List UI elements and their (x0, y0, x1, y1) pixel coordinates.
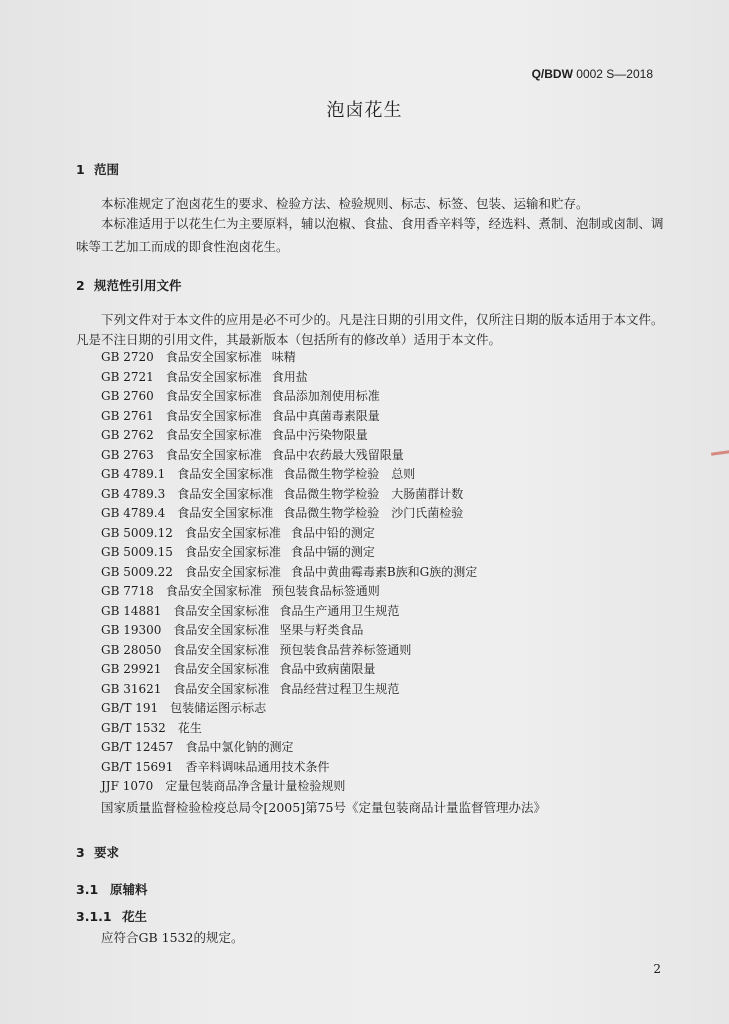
reference-subtitle: 食品中农药最大残留限量 (271, 447, 404, 462)
reference-code: GB 4789.3 (101, 486, 166, 501)
reference-subtitle: 预包装食品营养标签通则 (279, 642, 412, 657)
reference-title: 食品安全国家标准 (173, 623, 270, 637)
decree-reference: 国家质量监督检验检疫总局令[2005]第75号《定量包装商品计量监督管理办法》 (101, 800, 546, 815)
reference-subtitle: 食品中黄曲霉毒素B族和G族的测定 (290, 564, 478, 579)
reference-subtitle: 味精 (271, 350, 296, 364)
section-3-1-1-heading: 3.1.1 花生 (76, 909, 148, 924)
reference-item (101, 699, 477, 719)
reference-subtitle: 食品经营过程卫生规范 (279, 681, 400, 696)
reference-title: 食品安全国家标准 (165, 447, 262, 462)
peanut-requirement: 应符合GB 1532的规定。 (101, 930, 244, 945)
reference-subtitle: 食品中铅的测定 (290, 525, 375, 540)
section-3-1-heading: 3.1 原辅料 (76, 882, 148, 897)
reference-subtitle: 食品中污染物限量 (271, 428, 368, 442)
reference-title: 食品安全国家标准 (184, 564, 281, 579)
reference-title: 食品安全国家标准 (177, 506, 274, 520)
reference-code: GB 2762 (101, 428, 154, 442)
reference-subtitle: 食品中镉的测定 (290, 545, 375, 559)
reference-item (101, 563, 477, 583)
reference-item (101, 582, 477, 602)
reference-title: 食品安全国家标准 (165, 408, 262, 423)
reference-title: 食品安全国家标准 (184, 525, 281, 540)
reference-code: GB/T 15691 (101, 759, 174, 774)
reference-code: GB 28050 (101, 642, 162, 657)
reference-code: GB 5009.22 (101, 564, 173, 579)
reference-code: GB 29921 (101, 662, 162, 676)
reference-title: 食品安全国家标准 (165, 428, 262, 442)
section-3-heading: 3 要求 (76, 845, 120, 860)
reference-subtitle: 食品生产通用卫生规范 (279, 603, 400, 618)
reference-title: 食品安全国家标准 (165, 350, 262, 364)
reference-code: GB 4789.4 (101, 506, 166, 520)
reference-title: 食品安全国家标准 (173, 642, 270, 657)
reference-item (101, 602, 477, 622)
scope-paragraph-1: 本标准规定了泡卤花生的要求、检验方法、检验规则、标志、标签、包装、运输和贮存。 (101, 196, 589, 211)
reference-code: GB 7718 (101, 584, 154, 598)
reference-code: GB/T 191 (101, 701, 159, 715)
reference-title: 食品安全国家标准 (173, 681, 270, 696)
reference-title: 包装储运图示标志 (170, 701, 267, 715)
reference-code: GB 14881 (101, 603, 162, 618)
reference-subtitle: 食品添加剂使用标准 (271, 389, 380, 403)
reference-list (101, 348, 477, 797)
reference-title: 香辛料调味品通用技术条件 (185, 759, 330, 774)
reference-item (101, 738, 477, 758)
reference-item (101, 660, 477, 680)
reference-code: GB 2763 (101, 447, 154, 462)
reference-title: 食品安全国家标准 (177, 486, 274, 501)
reference-code: GB 5009.15 (101, 545, 173, 559)
reference-item (101, 719, 477, 739)
reference-item (101, 446, 477, 466)
reference-item (101, 348, 477, 368)
reference-item (101, 680, 477, 700)
page-number: 2 (653, 962, 661, 976)
reference-title: 定量包装商品净含量计量检验规则 (165, 779, 346, 793)
page-title: 泡卤花生 (326, 100, 403, 121)
standard-code (532, 67, 653, 81)
reference-subtitle: 食品中致病菌限量 (279, 662, 376, 676)
reference-item (101, 407, 477, 427)
reference-code: GB 2760 (101, 389, 154, 403)
reference-title: 食品安全国家标准 (173, 662, 270, 676)
reference-title: 食品中氯化钠的测定 (185, 740, 294, 754)
reference-item (101, 485, 477, 505)
reference-code: GB 2761 (101, 408, 154, 423)
reference-item (101, 465, 477, 485)
reference-item (101, 426, 477, 446)
reference-title: 花生 (177, 720, 202, 735)
normative-intro: 下列文件对于本文件的应用是必不可少的。凡是注日期的引用文件，仅所注日期的版本适用于本文件。凡是不注日期的引用文件，其最新版本（包括所有的修改单）适用于本文件。 (76, 312, 664, 347)
reference-item (101, 368, 477, 388)
reference-item (101, 543, 477, 563)
reference-item (101, 758, 477, 778)
reference-code: GB 4789.1 (101, 467, 166, 481)
reference-subtitle: 食品微生物学检验 沙门氏菌检验 (283, 506, 464, 520)
reference-code: GB 2720 (101, 350, 154, 364)
reference-title: 食品安全国家标准 (165, 584, 262, 598)
reference-item (101, 621, 477, 641)
reference-title: 食品安全国家标准 (177, 467, 274, 481)
reference-title: 食品安全国家标准 (165, 369, 262, 384)
reference-subtitle: 食品微生物学检验 大肠菌群计数 (283, 486, 464, 501)
code-rest: 0002 S—2018 (576, 67, 653, 81)
reference-subtitle: 食品中真菌毒素限量 (271, 408, 380, 423)
reference-subtitle: 食用盐 (271, 369, 308, 384)
reference-title: 食品安全国家标准 (165, 389, 262, 403)
scope-paragraph-2: 本标准适用于以花生仁为主要原料，辅以泡椒、食盐、食用香辛料等，经选料、煮制、泡制或卤制、调味等工艺加工而成的即食性泡卤花生。 (76, 216, 664, 254)
reference-code: GB/T 12457 (101, 740, 174, 754)
reference-subtitle: 预包装食品标签通则 (271, 584, 380, 598)
red-seal-stamp (709, 462, 729, 622)
section-1-heading: 1 范围 (76, 162, 120, 177)
reference-code: GB 2721 (101, 369, 154, 384)
reference-code: GB 19300 (101, 623, 162, 637)
reference-code: GB/T 1532 (101, 720, 166, 735)
section-2-heading: 2 规范性引用文件 (76, 278, 182, 293)
reference-item (101, 387, 477, 407)
reference-item (101, 777, 477, 797)
reference-title: 食品安全国家标准 (173, 603, 270, 618)
reference-code: GB 5009.12 (101, 525, 173, 540)
reference-code: GB 31621 (101, 681, 162, 696)
reference-item (101, 504, 477, 524)
reference-code: JJF 1070 (101, 779, 154, 793)
reference-item (101, 641, 477, 661)
code-prefix: Q/BDW (531, 67, 573, 81)
reference-subtitle: 坚果与籽类食品 (279, 623, 364, 637)
reference-title: 食品安全国家标准 (184, 545, 281, 559)
reference-subtitle: 食品微生物学检验 总则 (283, 467, 416, 481)
reference-item (101, 524, 477, 544)
